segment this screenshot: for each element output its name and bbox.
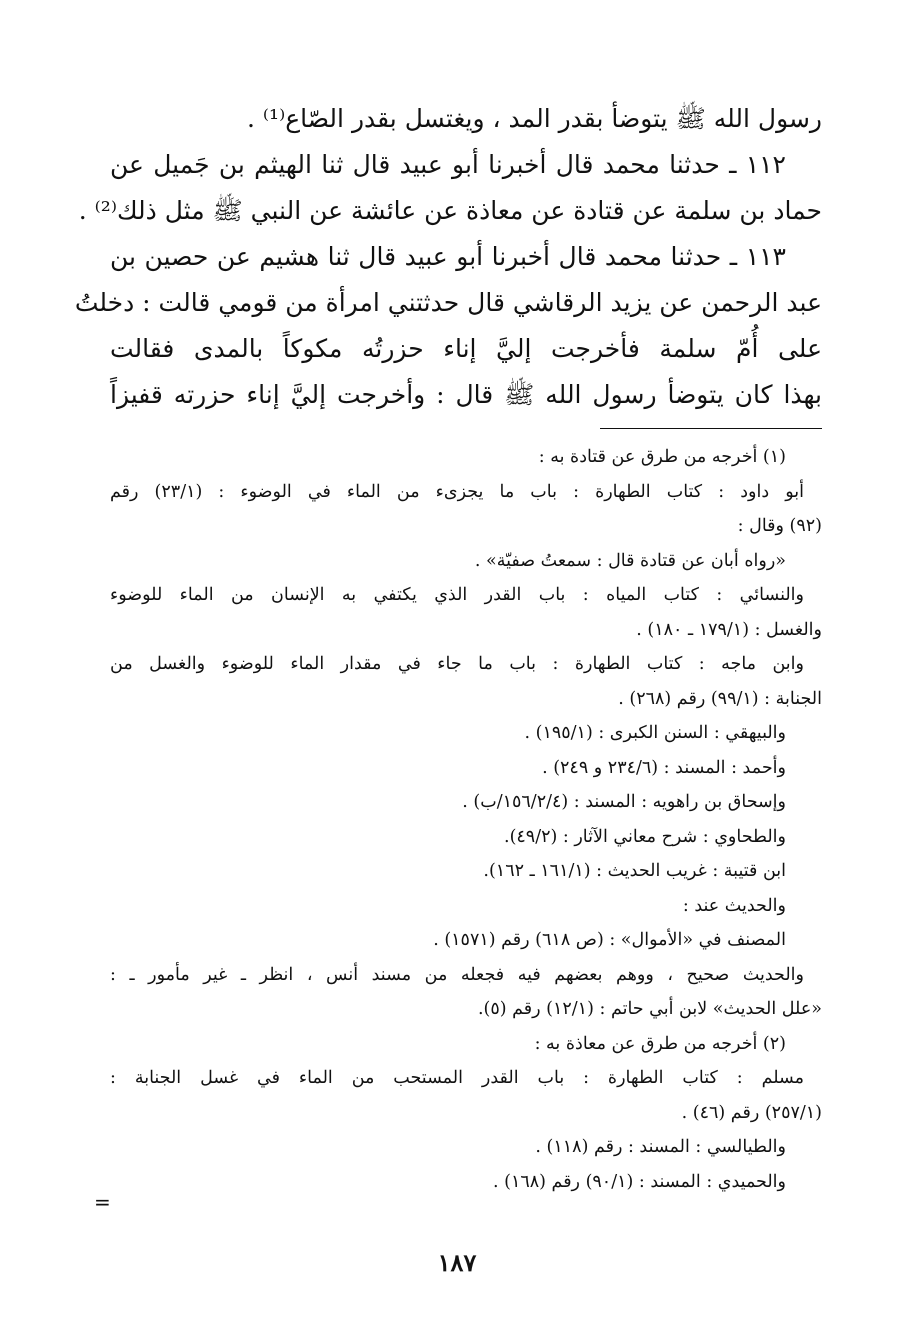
footnote-line: والطيالسي : المسند : رقم (١١٨) .	[535, 1137, 786, 1157]
footnotes	[110, 440, 822, 1199]
continuation-marker: =	[94, 1190, 111, 1214]
footnote-line: المصنف في «الأموال» : (ص ٦١٨) رقم (١٥٧١) .	[433, 930, 786, 950]
hadith-113-line: ١١٣ ـ حدثنا محمد قال أخبرنا أبو عبيد قال ثنا هشيم عن حصين بن	[110, 242, 786, 271]
footnote-2-heading: (٢) أخرجه من طرق عن معاذة به :	[534, 1033, 786, 1054]
footnote-line: «علل الحديث» لابن أبي حاتم : (١٢/١) رقم (٥).	[477, 999, 822, 1019]
footnote-line: (٢٥٧/١) رقم (٤٦) .	[681, 1102, 822, 1123]
footnote-line: (٩٢) وقال :	[737, 516, 822, 536]
footnote-line: والغسل : (١٧٩/١ ـ ١٨٠) .	[636, 619, 822, 640]
footnote-separator	[600, 428, 822, 429]
main-line: حماد بن سلمة عن قتادة عن معاذة عن عائشة عن النبي ﷺ مثل ذلك⁽²⁾ .	[78, 196, 822, 225]
footnote-line: أبو داود : كتاب الطهارة : باب ما يجزىء من الماء في الوضوء : (٢٣/١) رقم	[110, 481, 804, 502]
footnote-line: مسلم : كتاب الطهارة : باب القدر المستحب من الماء في غسل الجنابة :	[110, 1068, 804, 1088]
footnote-line: والحديث صحيح ، ووهم بعضهم فيه فجعله من مسند أنس ، انظر ـ غير مأمور ـ :	[110, 964, 804, 985]
footnote-line: ابن قتيبة : غريب الحديث : (١٦١/١ ـ ١٦٢).	[483, 861, 786, 881]
footnote-line: وإسحاق بن راهويه : المسند : (١٥٦/٢/٤/ب) .	[462, 792, 786, 812]
footnote-line: «رواه أبان عن قتادة قال : سمعتُ صفيّة» .	[474, 550, 786, 571]
footnote-line: وأحمد : المسند : (٢٣٤/٦ و ٢٤٩) .	[542, 757, 786, 778]
footnote-line: والحميدي : المسند : (٩٠/١) رقم (١٦٨) .	[493, 1171, 786, 1192]
main-text	[74, 96, 822, 418]
main-line: رسول الله ﷺ يتوضأ بقدر المد ، ويغتسل بقدر الصّاع⁽¹⁾ .	[247, 104, 822, 133]
footnote-1-heading: (١) أخرجه من طرق عن قتادة به :	[538, 447, 786, 467]
hadith-112-line: ١١٢ ـ حدثنا محمد قال أخبرنا أبو عبيد قال ثنا الهيثم بن جَميل عن	[110, 150, 786, 179]
footnote-line: والنسائي : كتاب المياه : باب القدر الذي يكتفي به الإنسان من الماء للوضوء	[110, 585, 804, 605]
footnote-line: الجنابة : (٩٩/١) رقم (٢٦٨) .	[618, 688, 822, 709]
main-line: بهذا كان يتوضأ رسول الله ﷺ قال : وأخرجت إليَّ إناء حزرته قفيزاً	[110, 380, 822, 409]
footnote-line: والحديث عند :	[682, 895, 786, 916]
main-line: على أُمّ سلمة فأخرجت إليَّ إناء حزرتُه مكوكاً بالمدى فقالت	[110, 334, 822, 363]
main-line: عبد الرحمن عن يزيد الرقاشي قال حدثتني امرأة من قومي قالت : دخلتُ	[74, 288, 822, 317]
footnote-line: وابن ماجه : كتاب الطهارة : باب ما جاء في مقدار الماء للوضوء والغسل من	[110, 654, 804, 674]
footnote-line: والطحاوي : شرح معاني الآثار : (٤٩/٢).	[504, 826, 786, 847]
page-number: ١٨٧	[437, 1248, 477, 1277]
footnote-line: والبيهقي : السنن الكبرى : (١٩٥/١) .	[524, 723, 786, 743]
